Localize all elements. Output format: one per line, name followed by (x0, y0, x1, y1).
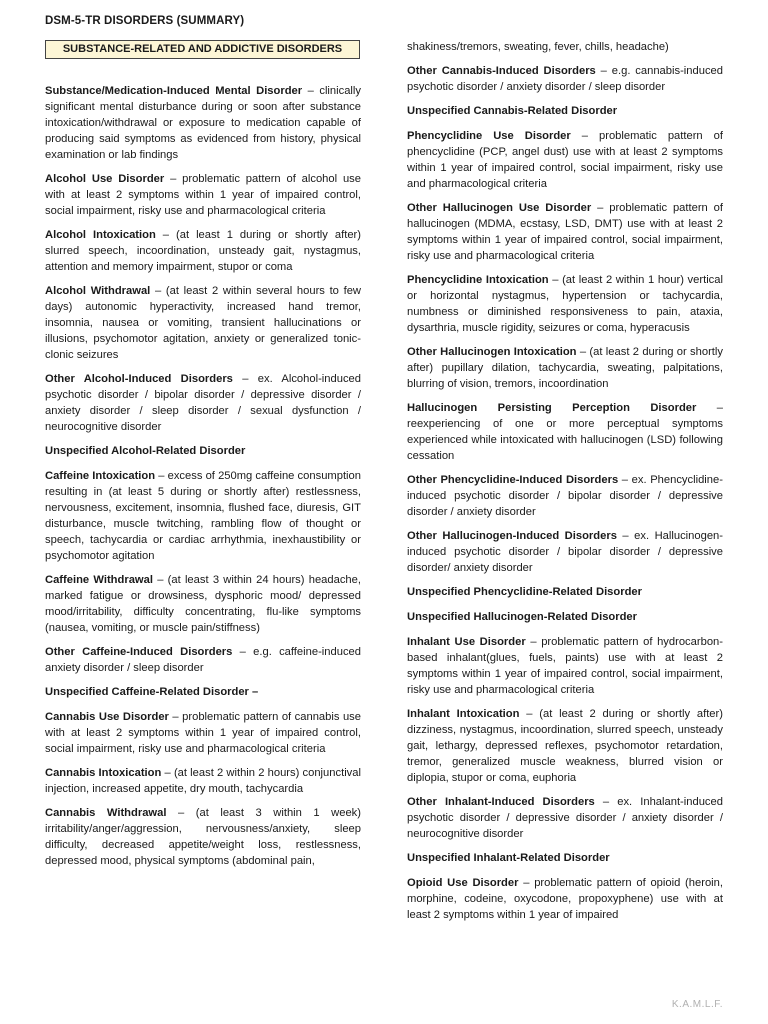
term-separator: – (302, 85, 320, 97)
disorder-description: ex. Alcohol-induced psychotic disorder / bipolar disorder / depressive disorder / anxiety disorder / sleep disorder / sexual dysfunction / neurocognitive disorder (45, 373, 361, 433)
term-separator: – (616, 530, 635, 542)
disorder-term: Inhalant Use Disorder (407, 636, 526, 648)
disorder-description: problematic pattern of hydrocarbon-based inhalant(glues, fuels, paints) use with at least 2 symptoms within 1 year of impaired control, social impairment, risky use and pharmacological criteria (407, 636, 723, 696)
disorder-entry (45, 227, 361, 275)
disorder-term: Other Hallucinogen-Induced Disorders (407, 530, 617, 542)
disorder-entry (45, 805, 361, 869)
disorder-entry (45, 644, 361, 676)
disorder-term: Hallucinogen Persisting Perception Disorder (407, 402, 697, 414)
disorder-entry (45, 83, 361, 163)
disorder-term: Other Inhalant-Induced Disorders (407, 796, 595, 808)
disorder-description: problematic pattern of alcohol use with at least 2 symptoms within 1 year of impaired control, social impairment, risky use and pharmacological criteria (45, 173, 361, 217)
disorder-entry (407, 272, 723, 336)
term-separator: – (168, 711, 183, 723)
disorder-term: Opioid Use Disorder (407, 877, 519, 889)
term-separator: – (519, 708, 540, 720)
term-separator: – (576, 346, 590, 358)
disorder-entry (45, 468, 361, 564)
disorder-entry (45, 283, 361, 363)
term-separator: – (164, 173, 183, 185)
disorder-entry (407, 794, 723, 842)
term-separator: – (595, 65, 612, 77)
disorder-term: Phencyclidine Use Disorder (407, 130, 571, 142)
disorder-term: Other Cannabis-Induced Disorders (407, 65, 596, 77)
term-separator: – (591, 202, 610, 214)
term-separator: – (618, 474, 632, 486)
term-separator: – (570, 130, 599, 142)
term-separator: – (152, 574, 168, 586)
disorder-entry (407, 128, 723, 192)
disorder-term: Unspecified Caffeine-Related Disorder – (45, 686, 259, 698)
disorder-term: Other Phencyclidine-Induced Disorders (407, 474, 619, 486)
disorder-entry (45, 443, 361, 459)
disorder-description: (at least 2 within 2 hours) conjunctival injection, increased appetite, dry mouth, tachycardia (45, 767, 361, 795)
term-separator: – (161, 767, 174, 779)
disorder-term: Alcohol Withdrawal (45, 285, 151, 297)
term-separator: – (696, 402, 723, 414)
term-separator: – (518, 877, 535, 889)
section-header: SUBSTANCE-RELATED AND ADDICTIVE DISORDERS (45, 40, 360, 59)
disorder-term: Caffeine Intoxication (45, 470, 156, 482)
disorder-description: (at least 2 within several hours to few days) autonomic hyperactivity, increased hand tremor, insomnia, nausea or vomiting, transient hallucinations or illusions, psychomotor agitation, anxiety or generalized tonic-clonic seizures (45, 285, 361, 361)
term-separator: – (155, 470, 168, 482)
disorder-entry (407, 850, 723, 866)
disorder-entry (407, 344, 723, 392)
disorder-term: Cannabis Intoxication (45, 767, 162, 779)
disorder-entry (407, 63, 723, 95)
disorder-entry (45, 684, 361, 700)
disorder-entry (407, 706, 723, 786)
disorder-term: Unspecified Inhalant-Related Disorder (407, 852, 610, 864)
disorder-term: Other Hallucinogen Intoxication (407, 346, 577, 358)
term-separator: – (594, 796, 618, 808)
disorder-entry (407, 200, 723, 264)
disorder-description: clinically significant mental disturbance during or soon after substance intoxication/withdrawal or exposure to medication capable of producing said symptoms as evidenced from history, physical examination or lab findings (45, 85, 361, 161)
disorder-description: (at least 2 during or shortly after) pupillary dilation, tachycardia, sweating, palpitations, blurring of vision, tremors, incoordination (407, 346, 723, 390)
disorder-entry (407, 609, 723, 625)
disorder-term: Caffeine Withdrawal (45, 574, 153, 586)
disorder-entry (45, 371, 361, 435)
disorder-term: Alcohol Use Disorder (45, 173, 165, 185)
disorder-term: Cannabis Use Disorder (45, 711, 169, 723)
disorder-description: e.g. caffeine-induced anxiety disorder / sleep disorder (45, 646, 361, 674)
disorder-entry (407, 400, 723, 464)
disorder-description: problematic pattern of opioid (heroin, morphine, codeine, oxycodone, propoxyphene) use with at least 2 symptoms within 1 year of impaired (407, 877, 723, 921)
disorder-description: (at least 2 within 1 hour) vertical or horizontal nystagmus, hypertension or tachycardia, numbness or diminished responsiveness to pain, ataxia, dysarthria, muscle rigidity, seizures or coma, hyperacusis (407, 274, 723, 334)
right-column (407, 39, 723, 931)
disorder-entry (407, 39, 723, 55)
disorder-description: ex. Phencyclidine-induced psychotic disorder / bipolar disorder / depressive disorder / anxiety disorder (407, 474, 723, 518)
disorder-description: problematic pattern of cannabis use with at least 2 symptoms within 1 year of impaired control, social impairment, risky use and pharmacological criteria (45, 711, 361, 755)
disorder-description: reexperiencing of one or more perceptual symptoms experienced while intoxicated with hallucinogen (LSD) following cessation (407, 418, 723, 462)
disorder-description: (at least 1 during or shortly after) slurred speech, incoordination, unsteady gait, nystagmus, attention and memory impairment, stupor or coma (45, 229, 361, 273)
disorder-description: (at least 3 within 24 hours) headache, marked fatigue or drowsiness, dysphoric mood/ depressed mood/irritability, difficulty concentrating, flu-like symptoms (nausea, vomiting, or muscle pain/stiffness) (45, 574, 361, 634)
disorder-term: Unspecified Alcohol-Related Disorder (45, 445, 246, 457)
term-separator: – (525, 636, 542, 648)
right-entries (407, 39, 723, 923)
term-separator: – (232, 373, 258, 385)
term-separator: – (166, 807, 196, 819)
footer-initials: K.A.M.L.F. (671, 999, 723, 1010)
disorder-term: Unspecified Cannabis-Related Disorder (407, 105, 618, 117)
disorder-description: excess of 250mg caffeine consumption resulting in (at least 5 during or shortly after) restlessness, nervousness, excitement, insomnia, flushed face, diuresis, GIT disturbance, muscle twitching, rambling flow of thought or speech, tachycardia or cardiac arrhythmia, inexhaustibility or psychomotor agitation (45, 470, 361, 562)
disorder-term: Alcohol Intoxication (45, 229, 156, 241)
disorder-term: Unspecified Phencyclidine-Related Disorder (407, 586, 643, 598)
disorder-term: Other Hallucinogen Use Disorder (407, 202, 592, 214)
disorder-description: ex. Inhalant-induced psychotic disorder / depressive disorder / anxiety disorder / neurocognitive disorder (407, 796, 723, 840)
disorder-description: problematic pattern of hallucinogen (MDMA, ecstasy, LSD, DMT) use with at least 2 symptoms within 1 year of impaired control, social impairment, risky use and pharmacological criteria (407, 202, 723, 262)
disorder-description: shakiness/tremors, sweating, fever, chills, headache) (407, 41, 669, 53)
disorder-entry (407, 528, 723, 576)
disorder-entry (407, 634, 723, 698)
term-separator: – (232, 646, 254, 658)
disorder-description: (at least 3 within 1 week) irritability/anger/aggression, nervousness/anxiety, sleep difficulty, decreased appetite/weight loss, restlessness, depressed mood, physical symptoms (abdominal pain, (45, 807, 361, 867)
disorder-entry (407, 472, 723, 520)
disorder-entry (407, 875, 723, 923)
disorder-entry (407, 584, 723, 600)
left-entries (45, 83, 361, 869)
document-title: DSM-5-TR DISORDERS (SUMMARY) (45, 15, 245, 27)
disorder-description: e.g. cannabis-induced psychotic disorder / anxiety disorder / sleep disorder (407, 65, 723, 93)
disorder-term: Phencyclidine Intoxication (407, 274, 549, 286)
disorder-description: ex. Hallucinogen-induced psychotic disorder / bipolar disorder / depressive disorder/ anxiety disorder (407, 530, 723, 574)
disorder-entry (45, 765, 361, 797)
disorder-term: Cannabis Withdrawal (45, 807, 167, 819)
left-column (45, 40, 361, 877)
disorder-description: (at least 2 during or shortly after) dizziness, nystagmus, incoordination, slurred speech, unsteady gait, lethargy, depressed reflexes, psychomotor retardation, tremor, generalized muscle weakness, blurred vision or diplopia, stupor or coma, euphoria (407, 708, 723, 784)
term-separator: – (548, 274, 563, 286)
disorder-term: Other Caffeine-Induced Disorders (45, 646, 233, 658)
disorder-entry (45, 171, 361, 219)
disorder-description: problematic pattern of phencyclidine (PCP, angel dust) use with at least 2 symptoms within 1 year of impaired control, social impairment, risky use and pharmacological criteria (407, 130, 723, 190)
disorder-entry (407, 103, 723, 119)
disorder-term: Substance/Medication-Induced Mental Disorder (45, 85, 303, 97)
disorder-term: Unspecified Hallucinogen-Related Disorder (407, 611, 638, 623)
disorder-entry (45, 709, 361, 757)
disorder-entry (45, 572, 361, 636)
disorder-term: Inhalant Intoxication (407, 708, 520, 720)
term-separator: – (155, 229, 177, 241)
term-separator: – (150, 285, 166, 297)
disorder-term: Other Alcohol-Induced Disorders (45, 373, 233, 385)
